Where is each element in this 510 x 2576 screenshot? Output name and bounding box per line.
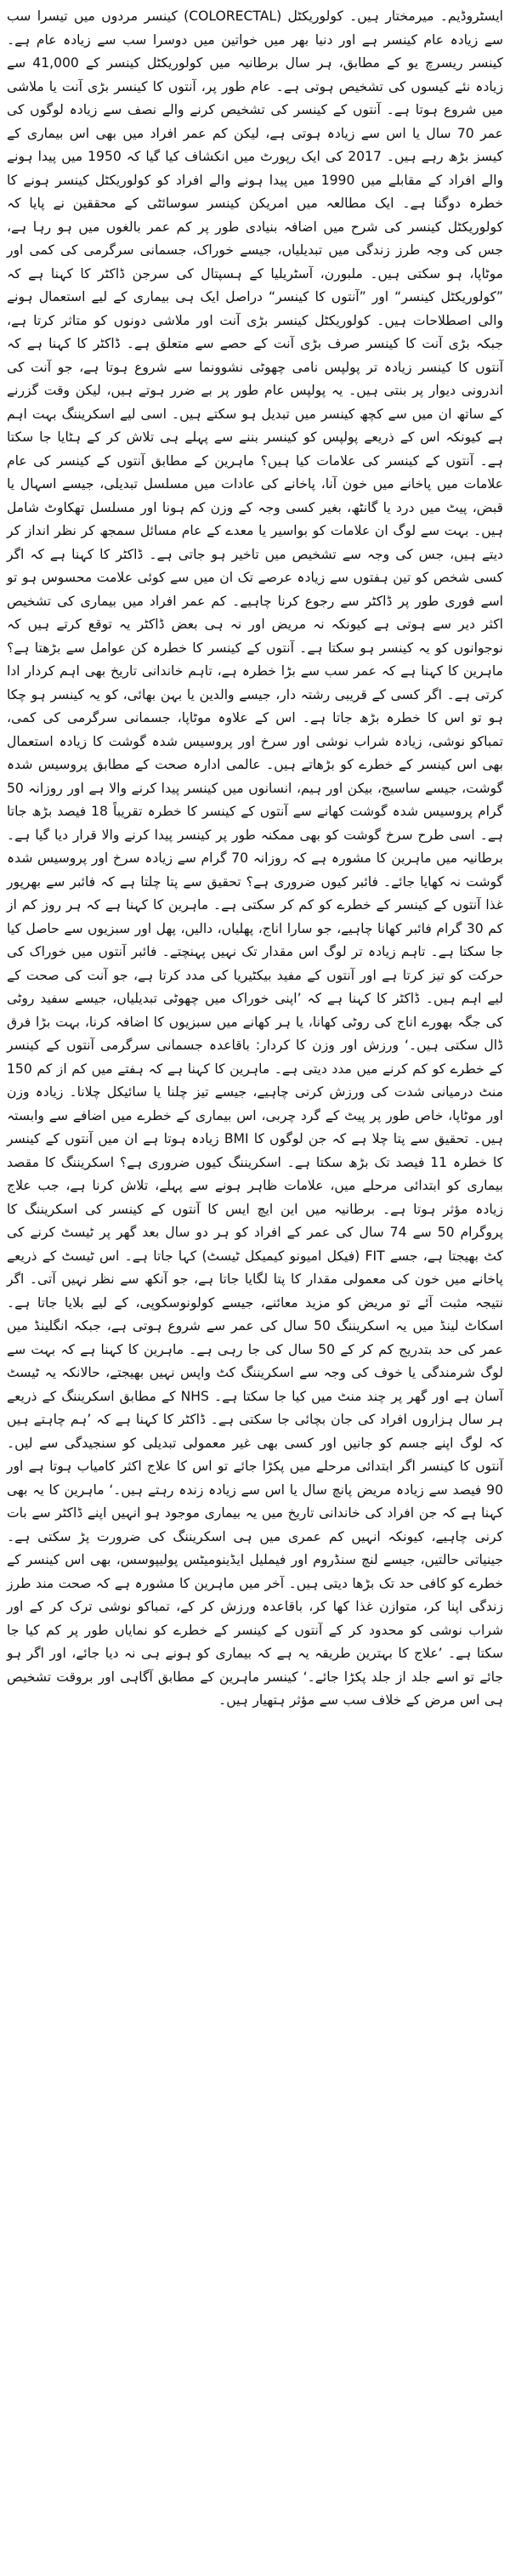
article-body-text: ایسٹروڈیم۔ میرمختار ہیں۔ کولوریکٹل (COLORECTAL) کینسر مردوں میں تیسرا سب سے زیادہ عام کینسر ہے اور دنیا بھر میں خواتین میں دوسرا سب سے زیادہ عام ہے۔ کینسر ریسرچ یو کے مطابق، ہر سال برطانیہ میں کولوریکٹل کینسر کے 41,000 سے زیادہ نئے کیسوں کی تشخیص ہوتی ہے۔ عام طور پر، آنتوں کا کینسر بڑی آنت یا ملاشی میں شروع ہوتا ہے۔ آنتوں کے کینسر کی تشخیص کرنے والے نصف سے زیادہ لوگوں کی عمر 70 سال یا اس سے زیادہ ہوتی ہے، لیکن کم عمر افراد میں بھی اس بیماری کے کیسز بڑھ رہے ہیں۔ 2017 کی ایک رپورٹ میں انکشاف کیا گیا کہ 1950 میں پیدا ہونے والے افراد کے مقابلے میں 1990 میں پیدا ہونے والے افراد کو کولوریکٹل کینسر ہونے کا خطرہ دوگنا ہے۔ ایک مطالعہ میں امریکن کینسر سوسائٹی کے محققین نے پایا کہ کولوریکٹل کینسر کی شرح میں اضافہ بنیادی طور پر کم عمر بالغوں میں ہو رہا ہے، جس کی وجہ طرز زندگی میں تبدیلیاں، جیسے خوراک، جسمانی سرگرمی کی کمی اور موٹاپا، ہو سکتی ہیں۔ ملبورن، آسٹریلیا کے ہسپتال کی سرجن ڈاکٹر کا کہنا ہے کہ ”کولوریکٹل کینسر“ اور ”آنتوں کا کینسر“ دراصل ایک ہی بیماری کے لیے استعمال ہونے والی اصطلاحات ہیں۔ کولوریکٹل کینسر بڑی آنت اور ملاشی دونوں کو متاثر کرتا ہے، جبکہ بڑی آنت کا کینسر صرف بڑی آنت کے حصے سے متعلق ہے۔ ڈاکٹر کا کہنا ہے کہ آنتوں کا کینسر زیادہ تر پولپس نامی چھوٹی نشوونما سے شروع ہوتا ہے، جو آنت کی اندرونی دیوار پر بنتی ہیں۔ یہ پولپس عام طور پر بے ضرر ہوتے ہیں، لیکن وقت گزرنے کے ساتھ ان میں سے کچھ کینسر میں تبدیل ہو سکتے ہیں۔ اسی لیے اسکریننگ بہت اہم ہے کیونکہ اس کے ذریعے پولپس کو کینسر بننے سے پہلے ہی تلاش کر کے ہٹایا جا سکتا ہے۔ آنتوں کے کینسر کی علامات کیا ہیں؟ ماہرین کے مطابق آنتوں کے کینسر کی عام علامات میں پاخانے میں خون آنا، پاخانے کی عادات میں مسلسل تبدیلی، جیسے اسہال یا قبض، پیٹ میں درد یا گانٹھ، بغیر کسی وجہ کے وزن کم ہونا اور مسلسل تھکاوٹ شامل ہیں۔ بہت سے لوگ ان علامات کو بواسیر یا معدے کے عام مسائل سمجھ کر نظر انداز کر دیتے ہیں، جس کی وجہ سے تشخیص میں تاخیر ہو جاتی ہے۔ ڈاکٹر کا کہنا ہے کہ اگر کسی شخص کو تین ہفتوں سے زیادہ عرصے تک ان میں سے کوئی علامت محسوس ہو تو اسے فوری طور پر ڈاکٹر سے رجوع کرنا چاہیے۔ کم عمر افراد میں بیماری کی تشخیص اکثر دیر سے ہوتی ہے کیونکہ نہ مریض اور نہ ہی بعض ڈاکٹر یہ توقع کرتے ہیں کہ نوجوانوں کو یہ کینسر ہو سکتا ہے۔ آنتوں کے کینسر کا خطرہ کن عوامل سے بڑھتا ہے؟ ماہرین کا کہنا ہے کہ عمر سب سے بڑا خطرہ ہے، تاہم خاندانی تاریخ بھی اہم کردار ادا کرتی ہے۔ اگر کسی کے قریبی رشتہ دار، جیسے والدین یا بہن بھائی، کو یہ کینسر ہو چکا ہو تو اس کا خطرہ بڑھ جاتا ہے۔ اس کے علاوہ موٹاپا، جسمانی سرگرمی کی کمی، تمباکو نوشی، زیادہ شراب نوشی اور سرخ اور پروسیس شدہ گوشت کا زیادہ استعمال بھی اس کینسر کے خطرے کو بڑھاتے ہیں۔ عالمی ادارہ صحت کے مطابق پروسیس شدہ گوشت، جیسے ساسیج، بیکن اور ہیم، انسانوں میں کینسر پیدا کرنے والا ہے اور روزانہ 50 گرام پروسیس شدہ گوشت کھانے سے آنتوں کے کینسر کا خطرہ تقریباً 18 فیصد بڑھ جاتا ہے۔ اسی طرح سرخ گوشت کو بھی ممکنہ طور پر کینسر پیدا کرنے والا قرار دیا گیا ہے۔ برطانیہ میں ماہرین کا مشورہ ہے کہ روزانہ 70 گرام سے زیادہ سرخ اور پروسیس شدہ گوشت نہ کھایا جائے۔ فائبر کیوں ضروری ہے؟ تحقیق سے پتا چلتا ہے کہ فائبر سے بھرپور غذا آنتوں کے کینسر کے خطرے کو کم کر سکتی ہے۔ ماہرین کا کہنا ہے کہ ہر روز کم از کم 30 گرام فائبر کھانا چاہیے، جو سارا اناج، پھلیاں، دالیں، پھل اور سبزیوں سے حاصل کیا جا سکتا ہے۔ تاہم زیادہ تر لوگ اس مقدار تک نہیں پہنچتے۔ فائبر آنتوں میں خوراک کی حرکت کو تیز کرتا ہے اور آنتوں کے مفید بیکٹیریا کی مدد کرتا ہے، جو آنت کی صحت کے لیے اہم ہیں۔ ڈاکٹر کا کہنا ہے کہ ’اپنی خوراک میں چھوٹی تبدیلیاں، جیسے سفید روٹی کی جگہ بھورے اناج کی روٹی کھانا، یا ہر کھانے میں سبزیوں کا اضافہ کرنا، بہت بڑا فرق ڈال سکتی ہیں۔‘ ورزش اور وزن کا کردار: باقاعدہ جسمانی سرگرمی آنتوں کے کینسر کے خطرے کو کم کرنے میں مدد دیتی ہے۔ ماہرین کا کہنا ہے کہ ہفتے میں کم از کم 150 منٹ درمیانی شدت کی ورزش کرنی چاہیے، جیسے تیز چلنا یا سائیکل چلانا۔ زیادہ وزن اور موٹاپا، خاص طور پر پیٹ کے گرد چربی، اس بیماری کے خطرے میں اضافے سے وابستہ ہیں۔ تحقیق سے پتا چلا ہے کہ جن لوگوں کا BMI زیادہ ہوتا ہے ان میں آنتوں کے کینسر کا خطرہ 11 فیصد تک بڑھ سکتا ہے۔ اسکریننگ کیوں ضروری ہے؟ اسکریننگ کا مقصد بیماری کو ابتدائی مرحلے میں، علامات ظاہر ہونے سے پہلے، تلاش کرنا ہے، جب علاج زیادہ مؤثر ہوتا ہے۔ برطانیہ میں این ایچ ایس کا آنتوں کے کینسر کی اسکریننگ کا پروگرام 50 سے 74 سال کی عمر کے افراد کو ہر دو سال بعد گھر پر ٹیسٹ کرنے کی کٹ بھیجتا ہے، جسے FIT (فیکل امیونو کیمیکل ٹیسٹ) کہا جاتا ہے۔ اس ٹیسٹ کے ذریعے پاخانے میں خون کی معمولی مقدار کا پتا لگایا جاتا ہے، جو آنکھ سے نظر نہیں آتی۔ اگر نتیجہ مثبت آئے تو مریض کو مزید معائنے، جیسے کولونوسکوپی، کے لیے بلایا جاتا ہے۔ اسکاٹ لینڈ میں یہ اسکریننگ 50 سال کی عمر سے شروع ہوتی ہے، جبکہ انگلینڈ میں عمر کی حد بتدریج کم کر کے 50 سال کی جا رہی ہے۔ ماہرین کا کہنا ہے کہ بہت سے لوگ شرمندگی یا خوف کی وجہ سے اسکریننگ کٹ واپس نہیں بھیجتے، حالانکہ یہ ٹیسٹ آسان ہے اور گھر پر چند منٹ میں کیا جا سکتا ہے۔ NHS کے مطابق اسکریننگ کے ذریعے ہر سال ہزاروں افراد کی جان بچائی جا سکتی ہے۔ ڈاکٹر کا کہنا ہے کہ ’ہم چاہتے ہیں کہ لوگ اپنے جسم کو جانیں اور کسی بھی غیر معمولی تبدیلی کو سنجیدگی سے لیں۔ آنتوں کا کینسر اگر ابتدائی مرحلے میں پکڑا جائے تو اس کا علاج اکثر کامیاب ہوتا ہے اور 90 فیصد سے زیادہ مریض پانچ سال یا اس سے زیادہ زندہ رہتے ہیں۔‘ ماہرین کا یہ بھی کہنا ہے کہ جن افراد کی خاندانی تاریخ میں یہ بیماری موجود ہو انہیں اپنے ڈاکٹر سے بات کرنی چاہیے، کیونکہ انہیں کم عمری میں ہی اسکریننگ کی ضرورت پڑ سکتی ہے۔ جینیاتی حالتیں، جیسے لنچ سنڈروم اور فیملیل ایڈینومیٹس پولیپوسس، بھی اس کینسر کے خطرے کو کافی حد تک بڑھا دیتی ہیں۔ آخر میں ماہرین کا مشورہ ہے کہ صحت مند طرز زندگی اپنا کر، متوازن غذا کھا کر، باقاعدہ ورزش کر کے، تمباکو نوشی ترک کر کے اور شراب نوشی کو محدود کر کے آنتوں کے کینسر کے خطرے کو نمایاں طور پر کم کیا جا سکتا ہے۔ ’علاج کا بہترین طریقہ یہ ہے کہ بیماری کو ہونے ہی نہ دیا جائے، اور اگر ہو جائے تو اسے جلد از جلد پکڑا جائے۔‘ کینسر ماہرین کے مطابق آگاہی اور بروقت تشخیص ہی اس مرض کے خلاف سب سے مؤثر ہتھیار ہیں۔ [7, 9, 504, 1708]
